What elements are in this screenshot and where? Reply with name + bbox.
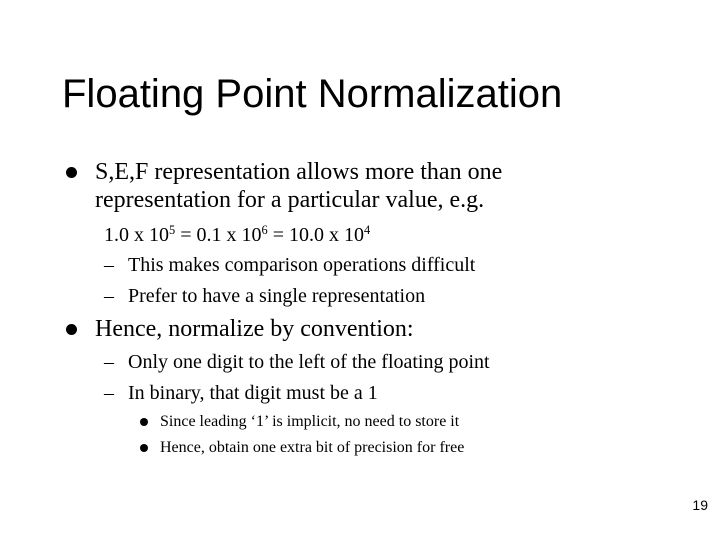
bullet-dot: [140, 418, 148, 426]
dash-marker: –: [104, 285, 114, 307]
example-term-1: 1.0 x 10: [104, 224, 169, 246]
example-equation: [104, 223, 370, 247]
page-number: 19: [692, 497, 708, 513]
bullet-1-line-2: representation for a particular value, e.g.: [95, 187, 485, 213]
example-term-2: = 0.1 x 10: [175, 224, 262, 246]
bullet-2-text: Hence, normalize by convention:: [95, 316, 414, 342]
bullet-dot: [66, 324, 77, 335]
example-term-3: = 10.0 x 10: [267, 224, 364, 246]
slide-title: Floating Point Normalization: [62, 72, 563, 116]
bullet-1-line-1: S,E,F representation allows more than one: [95, 159, 503, 185]
bullet-dot: [66, 167, 77, 178]
sub-sub-bullet-2: Hence, obtain one extra bit of precision for free: [160, 439, 465, 456]
example-exponent-3: 4: [363, 223, 371, 238]
sub-bullet-1: This makes comparison operations difficult: [128, 254, 476, 276]
sub-bullet-3: Only one digit to the left of the floating point: [128, 351, 490, 373]
sub-bullet-4: In binary, that digit must be a 1: [128, 382, 378, 404]
dash-marker: –: [104, 254, 114, 276]
example-exponent-2: 6: [261, 223, 268, 238]
bullet-dot: [140, 444, 148, 452]
sub-sub-bullet-1: Since leading ‘1’ is implicit, no need to store it: [160, 413, 460, 430]
dash-marker: –: [104, 382, 114, 404]
example-exponent-1: 5: [169, 223, 176, 238]
dash-marker: –: [104, 351, 114, 373]
sub-bullet-2: Prefer to have a single representation: [128, 285, 426, 307]
